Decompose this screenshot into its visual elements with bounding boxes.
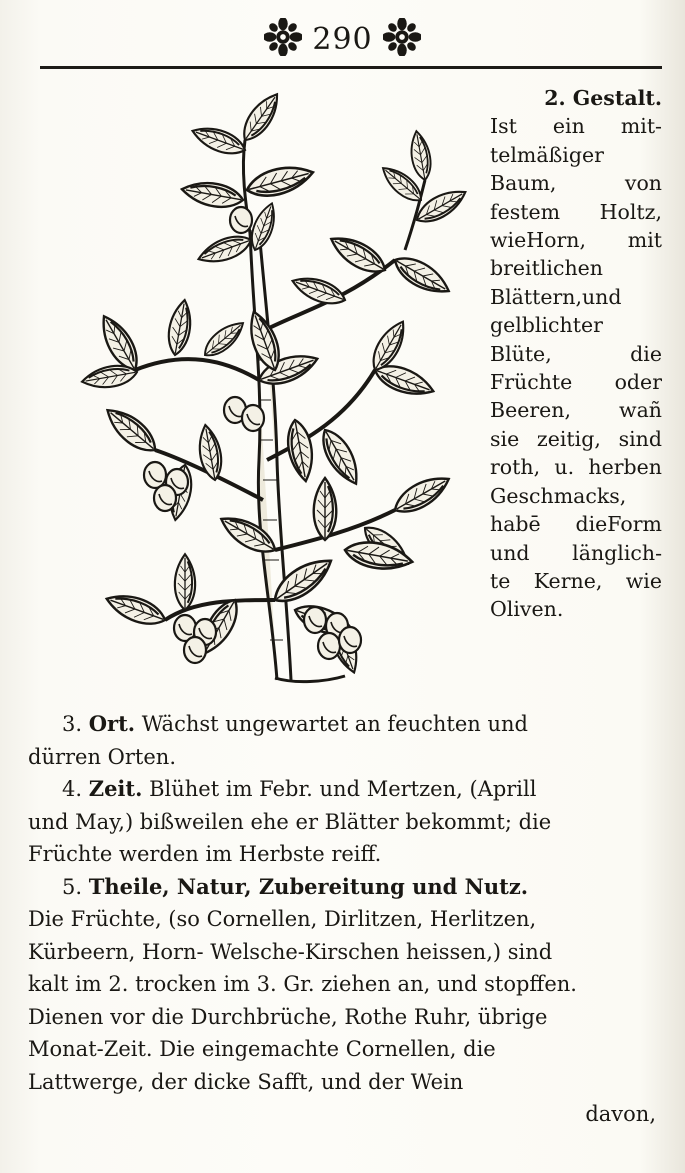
section-4-number: 4. <box>62 777 83 801</box>
side-text-line: sie zeitig, sind <box>490 426 662 451</box>
section-5-number: 5. <box>62 874 83 899</box>
section-5-line: Kürbeern, Horn- Welsche-Kirschen heissen,) sind <box>28 939 553 964</box>
section-5-title: Theile, Natur, Zubereitung und Nutz. <box>88 873 529 899</box>
side-text-line: te Kerne, wie <box>490 568 662 593</box>
side-text-line: Baum, von <box>490 171 662 196</box>
side-text-line: Beeren, wañ <box>490 398 662 423</box>
section-5-line: Dienen vor die Durchbrüche, Rothe Ruhr, übrige <box>28 1004 548 1029</box>
side-text-line: gelblichter <box>490 313 603 338</box>
side-text-line: wieHorn, mit <box>490 228 662 253</box>
side-text-line: und länglich- <box>490 540 662 565</box>
floral-ornament-icon <box>264 18 302 60</box>
section-2-heading: 2. Gestalt. <box>544 86 662 110</box>
page-number: 290 <box>312 21 373 57</box>
section-5-line: kalt im 2. trocken im 3. Gr. ziehen an, und stopffen. <box>28 972 577 996</box>
section-5-line: Monat-Zeit. Die eingemachte Cornellen, die <box>28 1037 496 1061</box>
section-4-line <box>28 773 656 806</box>
section-3-line <box>28 708 656 741</box>
section-5-line: Lattwerge, der dicke Safft, und der Wein <box>28 1069 464 1094</box>
side-text-line: roth, u. herben <box>490 455 662 480</box>
side-text-line: breitlichen <box>490 256 603 281</box>
section-4-line: Früchte werden im Herbste reiff. <box>28 842 382 866</box>
side-text-line: Blüte, die <box>490 341 662 366</box>
catchword: davon, <box>585 1102 656 1126</box>
body-text <box>28 708 656 1131</box>
side-text-line: festem Holtz, <box>490 199 662 224</box>
side-text-line: habē dieForm <box>490 512 662 537</box>
page-header <box>0 14 685 64</box>
floral-ornament-icon <box>383 18 421 60</box>
section-3-title: Ort. <box>88 711 136 736</box>
section-4-line: und May,) bißweilen ehe er Blätter bekommt; die <box>28 809 552 834</box>
side-text-line: Geschmacks, <box>490 483 627 508</box>
section-4-text: Blühet im Febr. und Mertzen, (Aprill <box>149 777 537 801</box>
cornel-tree-woodcut-illustration <box>45 80 475 700</box>
side-text-line: Blättern,und <box>490 284 622 309</box>
side-text-line: Oliven. <box>490 597 564 622</box>
side-text-line: Früchte oder <box>490 370 662 395</box>
section-5-heading-line <box>28 871 656 904</box>
section-3-line: dürren Orten. <box>28 744 176 769</box>
side-column-text <box>490 84 662 624</box>
header-rule <box>40 66 662 69</box>
section-4-title: Zeit. <box>88 776 143 801</box>
side-text-line: Ist ein mit- <box>490 114 662 139</box>
side-text-line: telmäßiger <box>490 142 604 167</box>
section-3-number: 3. <box>62 712 83 736</box>
section-3-text: Wächst ungewartet an feuchten und <box>141 712 528 736</box>
section-5-line: Die Früchte, (so Cornellen, Dirlitzen, Herlitzen, <box>28 907 537 931</box>
